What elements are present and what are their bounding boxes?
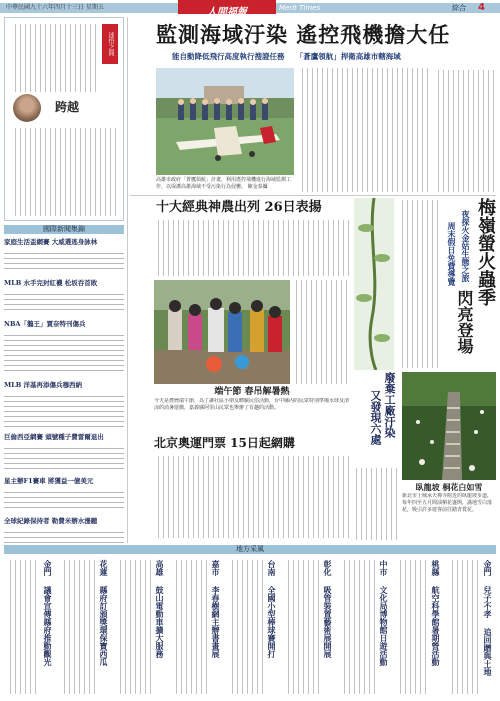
regional-story-body (6, 560, 40, 694)
regional-story-高雄 (114, 556, 168, 698)
regional-story-台南 (226, 556, 280, 698)
masthead (0, 0, 500, 18)
news-item-3 (4, 320, 124, 376)
lead-body-right (434, 70, 494, 192)
masthead-logo-text: 人間福報 (207, 7, 247, 18)
news-item-7 (4, 517, 124, 543)
regional-header (4, 545, 496, 554)
news-item-title: MLB 洋基再添傷兵穆西納 (4, 381, 83, 389)
lead-photo-caption-text: 高雄市政府「蒼鷹領航」計畫，利用遙控飛機進行海域監測工作，以保護高雄海域不受污染行為侵襲。 (156, 177, 292, 190)
regional-story-place: 花蓮 (99, 560, 109, 576)
feature-photo-body: 新北市土城承天禪寺附近的臥龍坡步道，每年四至五月間油桐花盛開，滿地雪白落花，吸引許多遊客前往踏青賞花。 (402, 493, 493, 513)
regional-story-body (60, 560, 96, 694)
regional-story-桃縣 (394, 556, 444, 698)
regional-story-place: 嘉市 (211, 560, 221, 576)
news-item-6 (4, 477, 124, 513)
news-item-title: 星主辦F1賽車 將獲益一億美元 (4, 477, 94, 485)
news-item-5 (4, 433, 124, 473)
regional-story-headline: 兒子不孝 追回贈與土地 (483, 586, 493, 676)
sidebar (4, 17, 124, 543)
regional-story-body (116, 560, 152, 694)
news-item-body (4, 392, 124, 428)
regional-story-place: 金門 (43, 560, 53, 576)
regional-story-金門-2 (446, 556, 496, 698)
side-story-box (352, 372, 400, 540)
regional-story-body (172, 560, 208, 694)
intl-news-header (4, 225, 124, 234)
lead-subhead-b: 「蒼鷹領航」捍衛高雄市轄海域 (295, 52, 401, 61)
lead-headline: 監測海域汙染 遙控飛機擔大任 (156, 22, 451, 47)
masthead-section: 綜合 (452, 4, 466, 12)
story2-photo-body: 今天是農曆端午節，為了讓社區小朋友體驗民俗活動，台中縣內的民眾特別準備水球及清涼的消暑遊戲，嘉義縣阿里山民眾也舉辦了有趣的活動。 (154, 398, 350, 411)
regional-story-headline: 文化局博物館日遊活動 (379, 586, 389, 666)
story2-photo (154, 280, 290, 384)
story2-photo-image (154, 280, 290, 384)
lead-photo-caption (156, 177, 294, 191)
side-story-body (352, 468, 398, 540)
regional-title: 地方采風 (236, 545, 264, 553)
regional-story-body (284, 560, 320, 694)
commentary-box (4, 17, 124, 221)
author-portrait (13, 94, 41, 122)
news-item-body (4, 488, 124, 512)
masthead-logo-en: Merit Times (279, 4, 321, 12)
regional-strip (4, 556, 496, 698)
regional-story-headline: 李春樹網主辦書畫展 (211, 586, 221, 658)
commentary-text-a (11, 24, 97, 92)
news-item-title: NBA「鵝王」賈奈特刊傷兵 (4, 320, 86, 328)
regional-story-place: 彰化 (323, 560, 333, 576)
lead-photo (156, 68, 294, 175)
story2-photo-caption-box (154, 386, 350, 432)
story2-body (154, 220, 350, 276)
lead-photo-credit: 陳金泰攝 (247, 184, 268, 190)
lead-body (298, 68, 430, 192)
regional-story-place: 金門 (483, 560, 493, 576)
divider-left (127, 17, 128, 543)
intl-news-title: 國際新聞集錦 (43, 225, 85, 233)
side-story-headline-a: 廢棄工廠汙染 (383, 372, 396, 438)
story2-photo-caption: 端午節 春吊解暑熱 (214, 387, 290, 397)
lead-subhead-a: 能自動降低飛行高度執行搜證任務 (172, 52, 285, 61)
feature-photo-bottom-image (402, 372, 496, 480)
feature-sub-a: 夜探火金姑生態之旅 (461, 210, 471, 282)
regional-story-彰化 (282, 556, 336, 698)
news-item-2 (4, 279, 124, 315)
regional-story-body (340, 560, 376, 694)
feature-sub-b: 周末假日免費導覽 (447, 222, 457, 286)
commentary-label: 迷悟之間 (102, 24, 118, 64)
feature-photo-top-image (354, 198, 394, 370)
story2-headline: 十大經典神農出列 26日表揚 (156, 200, 322, 215)
news-item-title: 巨倫西亞網賽 頭號種子費雷爾退出 (4, 433, 104, 441)
news-item-1 (4, 238, 124, 274)
masthead-page-number: 4 (478, 2, 485, 13)
regional-story-place: 桃縣 (431, 560, 441, 576)
news-item-body (4, 331, 124, 375)
news-item-body (4, 444, 124, 472)
commentary-text-b (11, 128, 119, 216)
lead-photo-image (156, 68, 294, 175)
news-item-body (4, 528, 124, 543)
news-item-4 (4, 381, 124, 429)
commentary-title: 跨越 (55, 100, 80, 114)
regional-story-place: 台南 (267, 560, 277, 576)
regional-story-body (228, 560, 264, 694)
story3-headline: 北京奧運門票 15日起網購 (154, 436, 295, 450)
regional-story-中市 (338, 556, 392, 698)
regional-story-headline: 吸管裝置藝術展開展 (323, 586, 333, 658)
regional-story-headline: 航空科學館暑期營活動 (431, 586, 441, 666)
feature-headline-b: 閃亮登場 (455, 290, 474, 354)
story2-side-body (292, 280, 350, 384)
news-item-title: MLB 水手完封紅襪 松坂吞首敗 (4, 279, 98, 287)
regional-story-金門 (4, 556, 56, 698)
side-story-headline-b: 又發現六處 (369, 390, 382, 445)
divider-bottom (130, 195, 496, 196)
news-item-title: 家庭生活盃網賽 大威選逃身詠林 (4, 238, 98, 246)
regional-story-body (396, 560, 428, 694)
regional-story-headline: 議會宣傳縣府推動觀光 (43, 586, 53, 666)
lead-subhead (172, 52, 472, 62)
news-item-body (4, 249, 124, 273)
regional-story-body (448, 560, 480, 694)
feature-photo-bottom (402, 372, 496, 480)
feature-photo-caption: 臥龍坡 桐花白如雪 (415, 482, 483, 492)
news-item-title: 全球紀錄保持者 勒費米辦水漲聽 (4, 517, 98, 525)
regional-story-place: 中市 (379, 560, 389, 576)
regional-story-headline: 鼓山電動車擴大服務 (155, 586, 165, 658)
regional-story-headline: 縣府訂頒獎環保寶西瓜 (99, 586, 109, 666)
regional-story-place: 高雄 (155, 560, 165, 576)
story3-body (154, 456, 350, 538)
feature-headline-a: 梅嶺螢火蟲季 (475, 198, 496, 306)
masthead-dateline: 中華民國九十六年四月十三日 星期五 (6, 4, 104, 11)
masthead-logo (178, 0, 276, 18)
regional-story-花蓮 (58, 556, 112, 698)
regional-story-嘉市 (170, 556, 224, 698)
feature-photo-caption-box (402, 482, 496, 540)
feature-photo-top (354, 198, 394, 370)
regional-story-headline: 全國小型棒球賽開打 (267, 586, 277, 658)
feature-body (398, 200, 442, 368)
news-item-body (4, 290, 124, 314)
